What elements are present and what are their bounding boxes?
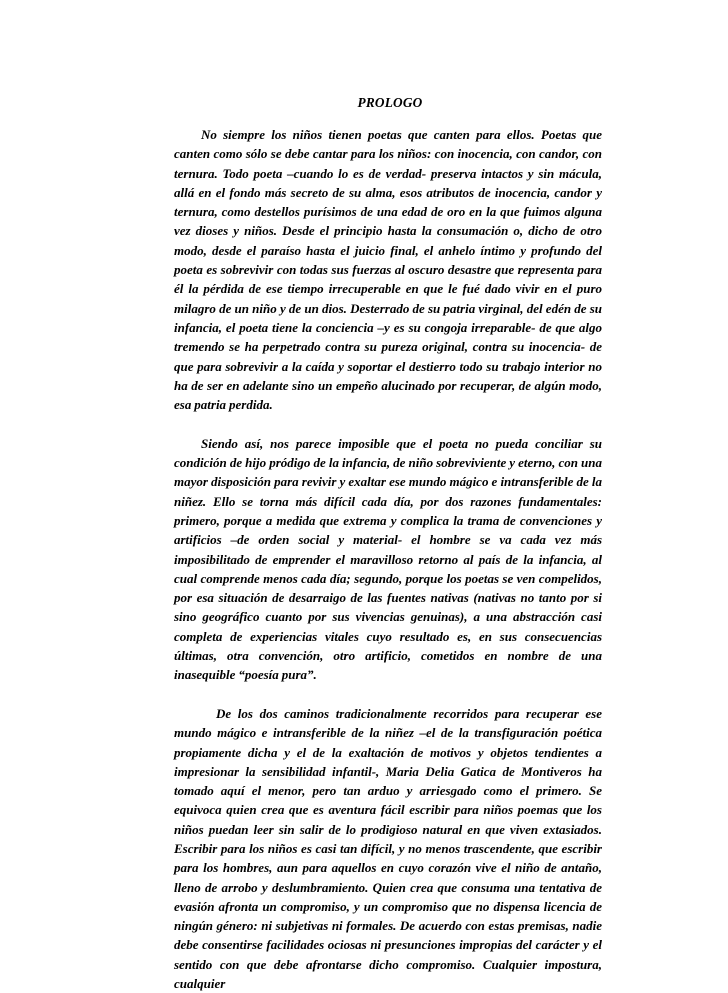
paragraph-3: De los dos caminos tradicionalmente recorridos para recuperar ese mundo mágico e intransferible de la niñez –el de la transfiguración poética propiamente dicha y el de la exaltación de motivos y objetos tendientes a impresionar la sensibilidad infantil-, Maria Delia Gatica de Montiveros ha tomado aquí el menor, pero tan arduo y arriesgado como el primero. Se equivoca quien crea que es aventura fácil escribir para niños poemas que los niños puedan leer sin salir de lo prodigioso natural en que viven extasiados. Escribir para los niños es casi tan difícil, y no menos trascendente, que escribir para los hombres, aun para aquellos en cuyo corazón vive el niño de antaño, lleno de arrobo y deslumbramiento. Quien crea que consuma una tentativa de evasión afronta un compromiso, y un compromiso que no dispensa licencia de ningún género: ni subjetivas ni formales. De acuerdo con estas premisas, nadie debe consentirse facilidades ociosas ni presunciones impropias del carácter y el sentido con que debe afrontarse dicho compromiso. Cualquier impostura, cualquier xyxy=(174,705,602,992)
paragraph-2: Siendo así, nos parece imposible que el poeta no pueda conciliar su condición de hijo pródigo de la infancia, de niño sobreviviente y eterno, con una mayor disposición para revivir y exaltar ese mundo mágico e intransferible de la niñez. Ello se torna más difícil cada día, por dos razones fundamentales: primero, porque a medida que extrema y complica la trama de convenciones y artificios –de orden social y material- el hombre se va cada vez más imposibilitado de emprender el maravilloso retorno al país de la infancia, al cual comprende menos cada día; segundo, porque los poetas se ven compelidos, por esa situación de desarraigo de las fuentes nativas (nativas no tanto por si sino geográfico cuanto por sus vivencias genuinas), a una abstracción casi completa de experiencias vitales cuyo resultado es, en sus consecuencias últimas, otra convención, otro artificio, cometidos en nombre de una inasequible “poesía pura”. xyxy=(174,435,602,683)
paragraph-1: No siempre los niños tienen poetas que canten para ellos. Poetas que canten como sólo se debe cantar para los niños: con inocencia, con candor, con ternura. Todo poeta –cuando lo es de verdad- preserva intactos y sin mácula, allá en el fondo más secreto de su alma, esos atributos de inocencia, candor y ternura, como destellos purísimos de una edad de oro en la que fuimos alguna vez dioses y niños. Desde el principio hasta la consumación o, dicho de otro modo, desde el paraíso hasta el juicio final, el anhelo íntimo y profundo del poeta es sobrevivir con todas sus fuerzas al oscuro desastre que representa para él la pérdida de ese tiempo irrecuperable en que le fué dado vivir en el puro milagro de un niño y de un dios. Desterrado de su patria virginal, del edén de su infancia, el poeta tiene la conciencia –y es su congoja irreparable- de que algo tremendo se ha perpetrado contra su pureza original, contra su inocencia- de que para sobrevivir a la caída y soportar el destierro todo su trabajo interior no ha de ser en adelante sino un empeño alucinado por recuperar, de algún modo, esa patria perdida. xyxy=(174,127,602,413)
prologue-body xyxy=(174,125,602,993)
page-title: PROLOGO xyxy=(357,95,423,110)
